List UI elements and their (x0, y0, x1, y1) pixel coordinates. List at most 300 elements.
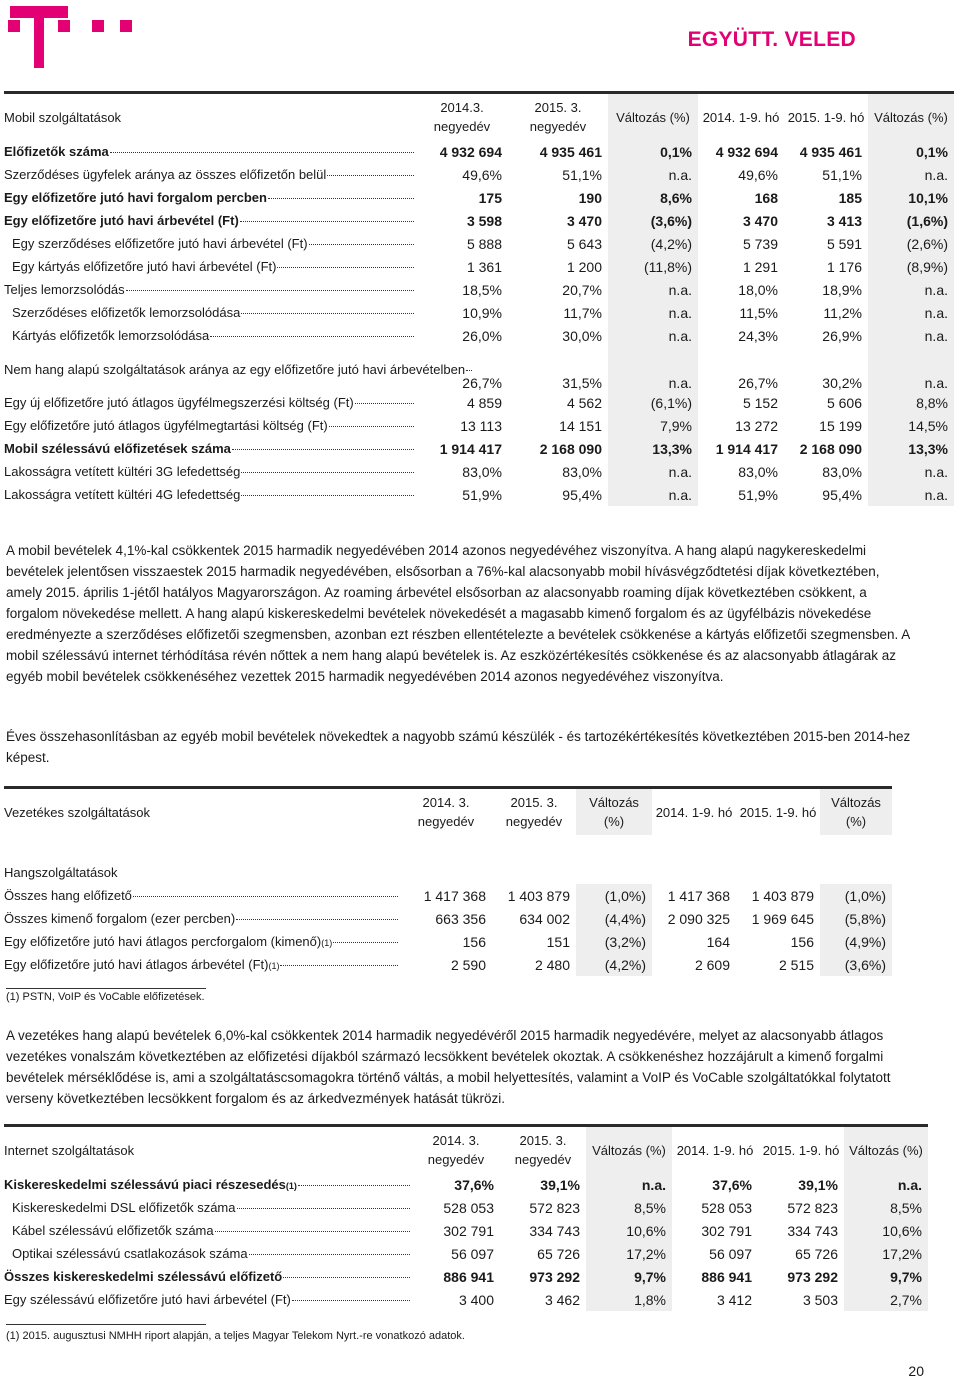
value-cell: 3 598 (466, 212, 502, 229)
row-label (4, 1246, 410, 1261)
value-cell: 1,8% (586, 1288, 672, 1311)
logo-dot (92, 20, 104, 32)
value-cell: 334 743 (529, 1222, 580, 1239)
column-header: 2015. 1-9. hó (784, 93, 868, 141)
value-cell: 302 791 (443, 1222, 494, 1239)
row-label (4, 1292, 410, 1307)
value-cell: 51,1% (822, 166, 862, 183)
value-cell: 4 932 694 (715, 143, 778, 160)
value-cell: 30,2% (822, 375, 862, 391)
value-cell: 14,5% (868, 414, 954, 437)
table-row (4, 884, 892, 907)
row-label (4, 1269, 410, 1284)
row-label-cell (4, 414, 416, 437)
value-cell: 11,5% (739, 304, 778, 321)
value-cell: n.a. (608, 301, 698, 324)
value-cell: 156 (790, 933, 814, 950)
value-cell: 9,7% (844, 1265, 928, 1288)
row-label (4, 328, 414, 343)
value-cell: 49,6% (738, 166, 778, 183)
table-header-row (4, 788, 892, 836)
value-cell: 973 292 (529, 1268, 580, 1285)
row-label (4, 911, 398, 926)
row-label-text: Egy előfizetőre jutó havi árbevétel (Ft) (4, 213, 239, 228)
value-cell: n.a. (586, 1173, 672, 1196)
row-label-cell (4, 255, 416, 278)
row-label-text: Lakosságra vetített kültéri 3G lefedettség (4, 464, 241, 479)
value-cell: 528 053 (443, 1199, 494, 1216)
dot-leader (110, 152, 414, 153)
row-label-cell (4, 884, 400, 907)
value-cell: 26,9% (822, 327, 862, 344)
value-cell: 168 (754, 189, 778, 206)
row-label-cell (4, 324, 416, 347)
row-label (4, 487, 414, 502)
table-row (4, 347, 954, 391)
value-cell: 3 412 (716, 1291, 752, 1308)
row-label-text: Előfizetők száma (4, 144, 109, 159)
value-cell: 1 176 (826, 258, 862, 275)
subsection-title: Hangszolgáltatások (4, 865, 118, 880)
subsection-row (4, 861, 892, 884)
dot-leader (210, 336, 414, 337)
row-label (4, 888, 398, 903)
internet-services-table (4, 1124, 928, 1311)
value-cell: n.a. (608, 324, 698, 347)
dot-leader (237, 1208, 411, 1209)
footnote-separator (6, 1324, 206, 1325)
value-cell: n.a. (868, 324, 954, 347)
value-cell: 5 591 (826, 235, 862, 252)
value-cell: 5 739 (742, 235, 778, 252)
telekom-logo (8, 4, 148, 68)
table-title: Internet szolgáltatások (4, 1126, 412, 1174)
table-row (4, 209, 954, 232)
dot-leader (232, 449, 414, 450)
row-label (4, 395, 414, 410)
value-cell: 886 941 (443, 1268, 494, 1285)
value-cell: (5,8%) (820, 907, 892, 930)
row-label (4, 1200, 410, 1215)
value-cell: 1 417 368 (667, 887, 730, 904)
table-row (4, 483, 954, 506)
table-row (4, 1196, 928, 1219)
value-cell: n.a. (868, 460, 954, 483)
table-row (4, 1173, 928, 1196)
row-label-text: Egy előfizetőre jutó átlagos ügyfélmegtartási költség (Ft) (4, 418, 328, 433)
value-cell: 11,2% (823, 304, 862, 321)
value-cell: 1 914 417 (439, 440, 502, 457)
row-label-text: Lakosságra vetített kültéri 4G lefedettség (4, 487, 241, 502)
row-label-text: Összes kimenő forgalom (ezer percben) (4, 911, 236, 926)
dot-leader (283, 1277, 410, 1278)
dot-leader (277, 267, 414, 268)
value-cell: 14 151 (559, 417, 602, 434)
dot-leader (309, 244, 414, 245)
value-cell: 26,0% (462, 327, 502, 344)
mobile-services-table (4, 91, 954, 506)
dot-leader (268, 198, 414, 199)
value-cell: 1 914 417 (715, 440, 778, 457)
value-cell: 4 932 694 (439, 143, 502, 160)
value-cell: 2 090 325 (667, 910, 730, 927)
value-cell: 56 097 (709, 1245, 752, 1262)
value-cell: 4 859 (466, 394, 502, 411)
value-cell: 190 (578, 189, 602, 206)
row-label-text: Összes kiskereskedelmi szélessávú előfizető (4, 1269, 283, 1284)
value-cell: 156 (462, 933, 486, 950)
table-row (4, 1288, 928, 1311)
dot-leader (466, 370, 472, 371)
value-cell: (3,6%) (608, 209, 698, 232)
value-cell: 51,9% (462, 486, 502, 503)
table-row (4, 460, 954, 483)
footnote-separator (6, 988, 206, 989)
value-cell: 3 470 (566, 212, 602, 229)
value-cell: (4,9%) (820, 930, 892, 953)
value-cell: (4,4%) (576, 907, 652, 930)
footnote-marker: (1) (285, 1181, 297, 1191)
row-label-cell (4, 1219, 412, 1242)
value-cell: 26,7% (462, 375, 502, 391)
value-cell: 9,7% (586, 1265, 672, 1288)
row-label-text: Nem hang alapú szolgáltatások aránya az egy előfizetőre jutó havi árbevételben (4, 361, 466, 377)
value-cell: 572 823 (529, 1199, 580, 1216)
row-label-text: Egy kártyás előfizetőre jutó havi árbevétel (Ft) (12, 259, 277, 274)
value-cell: 2 480 (534, 956, 570, 973)
row-label-cell (4, 460, 416, 483)
value-cell: 26,7% (738, 375, 778, 391)
value-cell: (1,0%) (576, 884, 652, 907)
value-cell: 1 361 (466, 258, 502, 275)
value-cell: 24,3% (738, 327, 778, 344)
table-row (4, 414, 954, 437)
row-label-text: Egy előfizetőre jutó havi átlagos percforgalom (kimenő) (4, 934, 322, 949)
row-label-cell (4, 953, 400, 976)
dot-leader (329, 426, 414, 427)
row-label-cell (4, 301, 416, 324)
dot-leader (333, 942, 398, 943)
row-label-text: Egy előfizetőre jutó havi forgalom percben (4, 190, 267, 205)
logo-dot (58, 20, 70, 32)
dot-leader (280, 965, 398, 966)
value-cell: 1 969 645 (751, 910, 814, 927)
value-cell: 83,0% (738, 463, 778, 480)
dot-leader (240, 221, 414, 222)
dot-leader (241, 495, 414, 496)
page-number: 20 (908, 1363, 924, 1379)
value-cell: 65 726 (795, 1245, 838, 1262)
value-cell: 572 823 (787, 1199, 838, 1216)
dot-leader (236, 919, 398, 920)
row-label-text: Kiskereskedelmi szélessávú piaci részesedés (4, 1177, 286, 1192)
row-label-cell (4, 483, 416, 506)
value-cell: 1 403 879 (507, 887, 570, 904)
dot-leader (133, 896, 398, 897)
value-cell: 8,6% (608, 186, 698, 209)
value-cell: 151 (546, 933, 570, 950)
row-label (4, 1223, 410, 1238)
value-cell: 185 (838, 189, 862, 206)
value-cell: (2,6%) (868, 232, 954, 255)
value-cell: (3,2%) (576, 930, 652, 953)
value-cell: 302 791 (701, 1222, 752, 1239)
row-label-text: Egy előfizetőre jutó havi átlagos árbevétel (Ft) (4, 957, 269, 972)
value-cell: 3 470 (742, 212, 778, 229)
row-label-cell (4, 1242, 412, 1265)
column-header: Változás (%) (586, 1126, 672, 1174)
logo-t (10, 6, 68, 68)
logo-dot (8, 20, 20, 32)
value-cell: (4,2%) (608, 232, 698, 255)
value-cell: 8,5% (844, 1196, 928, 1219)
dot-leader (292, 1300, 410, 1301)
row-label-text: Mobil szélessávú előfizetések száma (4, 441, 231, 456)
paragraph-fixed-revenue: A vezetékes hang alapú bevételek 6,0%-kal csökkentek 2014 harmadik negyedévéről 2015 harmadik negyedévére, melyet az alacsonyabb átlagos vezetékes vonalszám következtében az előfizetési díjakból származó lecsökkent bevételek okoztak. A csökkenéshez hozzájárult a kimenő forgalmi bevételek mérséklődése is, ami a szolgáltatáscsomagokra történő váltás, a mobil helyettesítés, valamint a VoIP és VoCable szolgáltatókkal folytatott verseny következtében lecsökkent forgalom és az árkedvezmények hatását tükrözi. (6, 1028, 891, 1106)
row-label (4, 282, 414, 297)
row-label (4, 213, 414, 228)
row-label-text: Kártyás előfizetők lemorzsolódása (12, 328, 210, 343)
value-cell: 1 417 368 (423, 887, 486, 904)
value-cell: n.a. (844, 1173, 928, 1196)
row-label-cell (4, 437, 416, 460)
row-label-text: Összes hang előfizető (4, 888, 132, 903)
row-label-cell (4, 140, 416, 163)
table-title: Vezetékes szolgáltatások (4, 788, 400, 836)
value-cell: 2 168 090 (539, 440, 602, 457)
row-label-text: Egy szerződéses előfizetőre jutó havi árbevétel (Ft) (12, 236, 308, 251)
value-cell: 2 515 (778, 956, 814, 973)
table-row (4, 186, 954, 209)
column-header: Változás (%) (868, 93, 954, 141)
value-cell: 30,0% (562, 327, 602, 344)
table-row (4, 255, 954, 278)
row-label-text: Egy szélessávú előfizetőre jutó havi árbevétel (Ft) (4, 1292, 291, 1307)
table-row (4, 930, 892, 953)
row-label-text: Teljes lemorzsolódás (4, 282, 125, 297)
value-cell: n.a. (868, 278, 954, 301)
dot-leader (298, 1185, 410, 1186)
paragraph-mobile-revenue: A mobil bevételek 4,1%-kal csökkentek 2015 harmadik negyedévében 2014 azonos negyedévéhez viszonyítva. A hang alapú nagykereskedelmi bevételek jelentősen visszaestek 2015 harmadik negyedévében, elsősorban a 76%-kal alacsonyabb mobil hívásvégződtetési díjak következtében, amely 2015. április 1-jétől hatályos Magyarországon. Az roaming árbevétel elsősorban az alacsonyabb roaming díjak következtében csökkent, a forgalom növekedése mellett. A hang alapú kiskereskedelmi bevételek növekedését a magasabb kimenő forgalom és az ügyfélbázis növekedése eredményezte a szerződéses előfizetői szegmensben, azonban ezt részben ellentételezte a bevételek csökkenése a kártyás előfizetői szegmensben. A mobil szélessávú internet térhódítása révén nőttek a nem hang alapú bevételek is. Az eszközértékesítés csökkenése és az alacsonyabb átlagárak az egyéb mobil bevételek csökkenéséhez vezettek 2015 harmadik negyedévében 2014 azonos negyedévéhez viszonyítva. (6, 543, 910, 684)
table-row (4, 1242, 928, 1265)
dot-leader (249, 1254, 410, 1255)
row-label (4, 361, 466, 377)
value-cell: 13,3% (608, 437, 698, 460)
value-cell: 334 743 (787, 1222, 838, 1239)
value-cell: 17,2% (844, 1242, 928, 1265)
column-header: Változás (%) (576, 788, 652, 836)
dot-leader (126, 290, 414, 291)
footnote-marker: (1) (321, 938, 333, 948)
value-cell: 2 590 (450, 956, 486, 973)
table-row (4, 1219, 928, 1242)
dot-leader (355, 403, 414, 404)
row-label-cell (4, 209, 416, 232)
paragraph-other-mobile: Éves összehasonlításban az egyéb mobil bevételek növekedtek a nagyobb számú készülék - és tartozékértékesítés következtében 2015-ben 2014-hez képest. (6, 729, 911, 765)
row-label-cell (4, 1288, 412, 1311)
row-label-cell (4, 163, 416, 186)
row-label-text: Kábel szélessávú előfizetők száma (12, 1223, 214, 1238)
row-label-cell (4, 1196, 412, 1219)
value-cell: 1 200 (566, 258, 602, 275)
value-cell: n.a. (608, 347, 698, 391)
value-cell: n.a. (868, 163, 954, 186)
table-title: Mobil szolgáltatások (4, 93, 416, 141)
value-cell: 7,9% (608, 414, 698, 437)
value-cell: (3,6%) (820, 953, 892, 976)
table-row (4, 232, 954, 255)
table-row (4, 1265, 928, 1288)
column-header: 2015. 1-9. hó (758, 1126, 844, 1174)
spacer-row (4, 835, 892, 861)
value-cell: 5 152 (742, 394, 778, 411)
column-header: 2014.3. negyedév (416, 93, 508, 141)
value-cell: 175 (478, 189, 502, 206)
column-header: 2014. 3. negyedév (412, 1126, 500, 1174)
fixed-services-table (4, 786, 892, 976)
value-cell: 17,2% (586, 1242, 672, 1265)
value-cell: 95,4% (822, 486, 862, 503)
value-cell: 37,6% (712, 1176, 752, 1193)
table-row (4, 907, 892, 930)
value-cell: 3 503 (802, 1291, 838, 1308)
value-cell: n.a. (608, 460, 698, 483)
dot-leader (327, 175, 414, 176)
row-label-cell (4, 1265, 412, 1288)
value-cell: 37,6% (454, 1176, 494, 1193)
row-label-text: Kiskereskedelmi DSL előfizetők száma (12, 1200, 236, 1215)
value-cell: 5 643 (566, 235, 602, 252)
value-cell: 18,5% (462, 281, 502, 298)
value-cell: 39,1% (540, 1176, 580, 1193)
column-header: 2015. 3. negyedév (492, 788, 576, 836)
row-label-cell (4, 186, 416, 209)
value-cell: 973 292 (787, 1268, 838, 1285)
column-header: 2014. 3. negyedév (400, 788, 492, 836)
row-label-cell (4, 278, 416, 301)
value-cell: (4,2%) (576, 953, 652, 976)
value-cell: 3 413 (826, 212, 862, 229)
column-header: 2015. 3. negyedév (500, 1126, 586, 1174)
table-row (4, 278, 954, 301)
value-cell: 164 (706, 933, 730, 950)
value-cell: 2 168 090 (799, 440, 862, 457)
column-header: 2015. 1-9. hó (736, 788, 820, 836)
footnote-fixed: (1) PSTN, VoIP és VoCable előfizetések. (6, 991, 205, 1003)
value-cell: 663 356 (435, 910, 486, 927)
row-label-text: Egy új előfizetőre jutó átlagos ügyfélmegszerzési költség (Ft) (4, 395, 354, 410)
value-cell: 8,5% (586, 1196, 672, 1219)
footnote-internet: (1) 2015. augusztusi NMHH riport alapján, a teljes Magyar Telekom Nyrt.-re vonatkozó adatok. (6, 1330, 465, 1342)
dot-leader (241, 472, 414, 473)
row-label (4, 305, 414, 320)
table-header-row (4, 1126, 928, 1174)
table-row (4, 391, 954, 414)
table-row (4, 301, 954, 324)
row-label (4, 167, 414, 182)
value-cell: n.a. (608, 163, 698, 186)
value-cell: 15 199 (819, 417, 862, 434)
value-cell: 5 606 (826, 394, 862, 411)
value-cell: 18,9% (822, 281, 862, 298)
row-label (4, 464, 414, 479)
value-cell: 10,1% (868, 186, 954, 209)
row-label-cell (4, 391, 416, 414)
value-cell: 3 462 (544, 1291, 580, 1308)
table-row (4, 953, 892, 976)
row-label-cell (4, 930, 400, 953)
value-cell: n.a. (608, 278, 698, 301)
value-cell: 10,6% (586, 1219, 672, 1242)
value-cell: 886 941 (701, 1268, 752, 1285)
value-cell: 18,0% (738, 281, 778, 298)
value-cell: 11,7% (563, 304, 602, 321)
column-header: Változás (%) (608, 93, 698, 141)
row-label (4, 441, 414, 456)
value-cell: (6,1%) (608, 391, 698, 414)
row-label-text: Optikai szélessávú csatlakozások száma (12, 1246, 248, 1261)
value-cell: 56 097 (451, 1245, 494, 1262)
value-cell: 4 562 (566, 394, 602, 411)
value-cell: 31,5% (562, 375, 602, 391)
value-cell: 1 403 879 (751, 887, 814, 904)
column-header: 2014. 1-9. hó (652, 788, 736, 836)
value-cell: 83,0% (822, 463, 862, 480)
slogan: EGYÜTT. VELED (687, 28, 856, 51)
row-label (4, 259, 414, 274)
row-label (4, 418, 414, 433)
row-label (4, 934, 398, 949)
column-header: Változás (%) (844, 1126, 928, 1174)
row-label-cell (4, 907, 400, 930)
value-cell: 2,7% (844, 1288, 928, 1311)
value-cell: 10,6% (844, 1219, 928, 1242)
value-cell: 1 291 (742, 258, 778, 275)
row-label (4, 957, 398, 972)
dot-leader (215, 1231, 410, 1232)
value-cell: (11,8%) (608, 255, 698, 278)
value-cell: 4 935 461 (539, 143, 602, 160)
logo-dot (120, 20, 132, 32)
footnote-marker: (1) (268, 961, 280, 971)
value-cell: n.a. (608, 483, 698, 506)
row-label-cell (4, 1173, 412, 1196)
value-cell: n.a. (868, 347, 954, 391)
value-cell: 20,7% (562, 281, 602, 298)
row-label (4, 190, 414, 205)
value-cell: 634 002 (519, 910, 570, 927)
value-cell: (1,0%) (820, 884, 892, 907)
row-label-text: Szerződéses ügyfelek aránya az összes előfizetőn belül (4, 167, 327, 182)
row-label-text: Szerződéses előfizetők lemorzsolódása (12, 305, 241, 320)
value-cell: 3 400 (458, 1291, 494, 1308)
value-cell: 5 888 (466, 235, 502, 252)
value-cell: 83,0% (562, 463, 602, 480)
value-cell: (8,9%) (868, 255, 954, 278)
value-cell: n.a. (868, 301, 954, 324)
value-cell: (1,6%) (868, 209, 954, 232)
row-label (4, 236, 414, 251)
row-label-cell (4, 232, 416, 255)
value-cell: 95,4% (562, 486, 602, 503)
table-row (4, 324, 954, 347)
value-cell: 13,3% (868, 437, 954, 460)
table-row (4, 437, 954, 460)
value-cell: 83,0% (462, 463, 502, 480)
value-cell: 10,9% (462, 304, 502, 321)
row-label (4, 1177, 410, 1192)
value-cell: 0,1% (868, 140, 954, 163)
